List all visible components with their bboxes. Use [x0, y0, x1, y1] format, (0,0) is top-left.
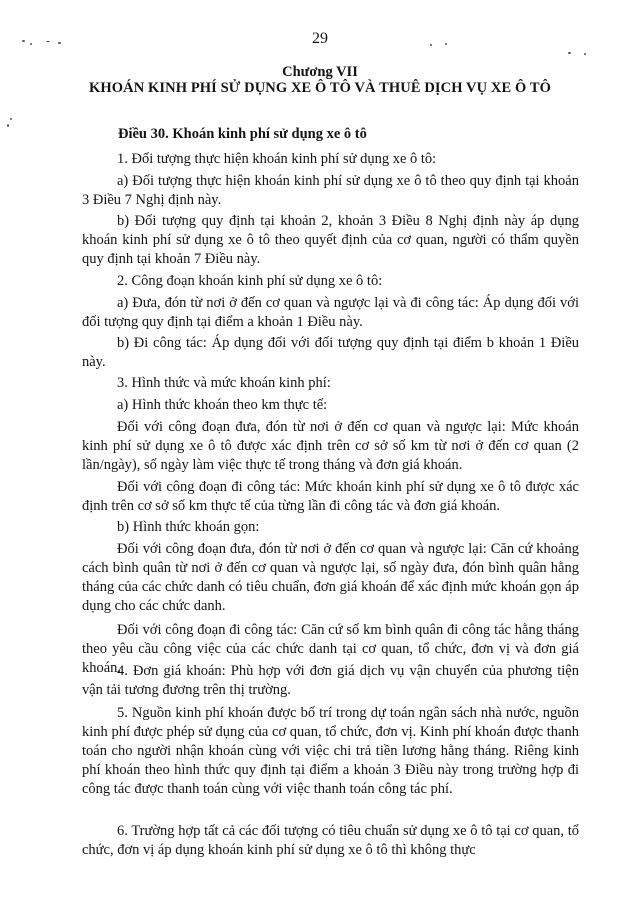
paragraph: 6. Trường hợp tất cả các đối tượng có tiêu chuẩn sử dụng xe ô tô tại cơ quan, tổ chức, đơn vị áp dụng khoán kinh phí sử dụng xe ô tô thì không thực	[82, 823, 579, 858]
paragraph: a) Đưa, đón từ nơi ở đến cơ quan và ngược lại và đi công tác: Áp dụng đối với đối tượng quy định tại điểm a khoản 1 Điều này.	[82, 295, 579, 330]
chapter-number: Chương VII	[282, 64, 358, 80]
scan-speck	[7, 124, 9, 127]
paragraph: 5. Nguồn kinh phí khoán được bố trí trong dự toán ngân sách nhà nước, nguồn kinh phí được phép sử dụng của cơ quan, tổ chức, đơn vị. Kinh phí khoán được thanh toán cho người nhận khoán cùng với việc chi trả tiền lương hằng tháng. Riêng kinh phí khoán theo hình thức quy định tại điểm a khoản 3 Điều này trong trường hợp đi công tác được thanh toán cùng với việc thanh toán công tác phí.	[82, 705, 579, 797]
article-title: Điều 30. Khoán kinh phí sử dụng xe ô tô	[118, 126, 367, 142]
paragraph: a) Hình thức khoán theo km thực tế:	[117, 397, 328, 413]
paragraph: 4. Đơn giá khoán: Phù hợp với đơn giá dịch vụ vận chuyển của phương tiện vận tải tương đương trên thị trường.	[82, 663, 579, 698]
paragraph: 3. Hình thức và mức khoán kinh phí:	[117, 375, 331, 391]
paragraph: Đối với công đoạn đi công tác: Mức khoán kinh phí sử dụng xe ô tô được xác định trên cơ sở số km thực tế của từng lần đi công tác và đơn giá khoán.	[82, 479, 579, 514]
paragraph: 1. Đối tượng thực hiện khoán kinh phí sử dụng xe ô tô:	[117, 151, 437, 167]
paragraph: b) Hình thức khoán gọn:	[117, 519, 260, 535]
paragraph: 2. Công đoạn khoán kinh phí sử dụng xe ô tô:	[117, 273, 383, 289]
paragraph: a) Đối tượng thực hiện khoán kinh phí sử dụng xe ô tô theo quy định tại khoản 3 Điều 7 Nghị định này.	[82, 173, 579, 208]
paragraph: Đối với công đoạn đi công tác: Căn cứ số km bình quân đi công tác hằng tháng theo yêu cầu công việc của các chức danh tại cơ quan, tổ chức, đơn vị và đơn giá khoán.	[82, 622, 579, 676]
paragraph: b) Đi công tác: Áp dụng đối với đối tượng quy định tại điểm b khoản 1 Điều này.	[82, 335, 579, 370]
scan-speck	[10, 118, 12, 120]
paragraph: Đối với công đoạn đưa, đón từ nơi ở đến cơ quan và ngược lại: Mức khoán kinh phí sử dụng xe ô tô được xác định trên cơ sở số km từ nơi ở đến cơ quan (2 lần/ngày), số ngày làm việc thực tế trong tháng và đơn giá khoán.	[82, 419, 579, 473]
chapter-title: KHOÁN KINH PHÍ SỬ DỤNG XE Ô TÔ VÀ THUÊ DỊCH VỤ XE Ô TÔ	[89, 80, 551, 96]
paragraph: Đối với công đoạn đưa, đón từ nơi ở đến cơ quan và ngược lại: Căn cứ khoảng cách bình quân từ nơi ở đến cơ quan và ngược lại, số ngày đưa, đón bình quân hằng tháng của các chức danh có tiêu chuẩn, đơn giá khoán để xác định mức khoán gọn áp dụng cho các chức danh.	[82, 541, 579, 614]
page-number: 29	[312, 30, 328, 47]
paragraph: b) Đối tượng quy định tại khoản 2, khoản 3 Điều 8 Nghị định này áp dụng khoán kinh phí sử dụng xe ô tô theo quyết định của cơ quan, người có thẩm quyền quy định tại khoản 7 Điều này.	[82, 213, 579, 267]
scan-speck	[584, 53, 586, 55]
scan-speck	[568, 52, 571, 54]
